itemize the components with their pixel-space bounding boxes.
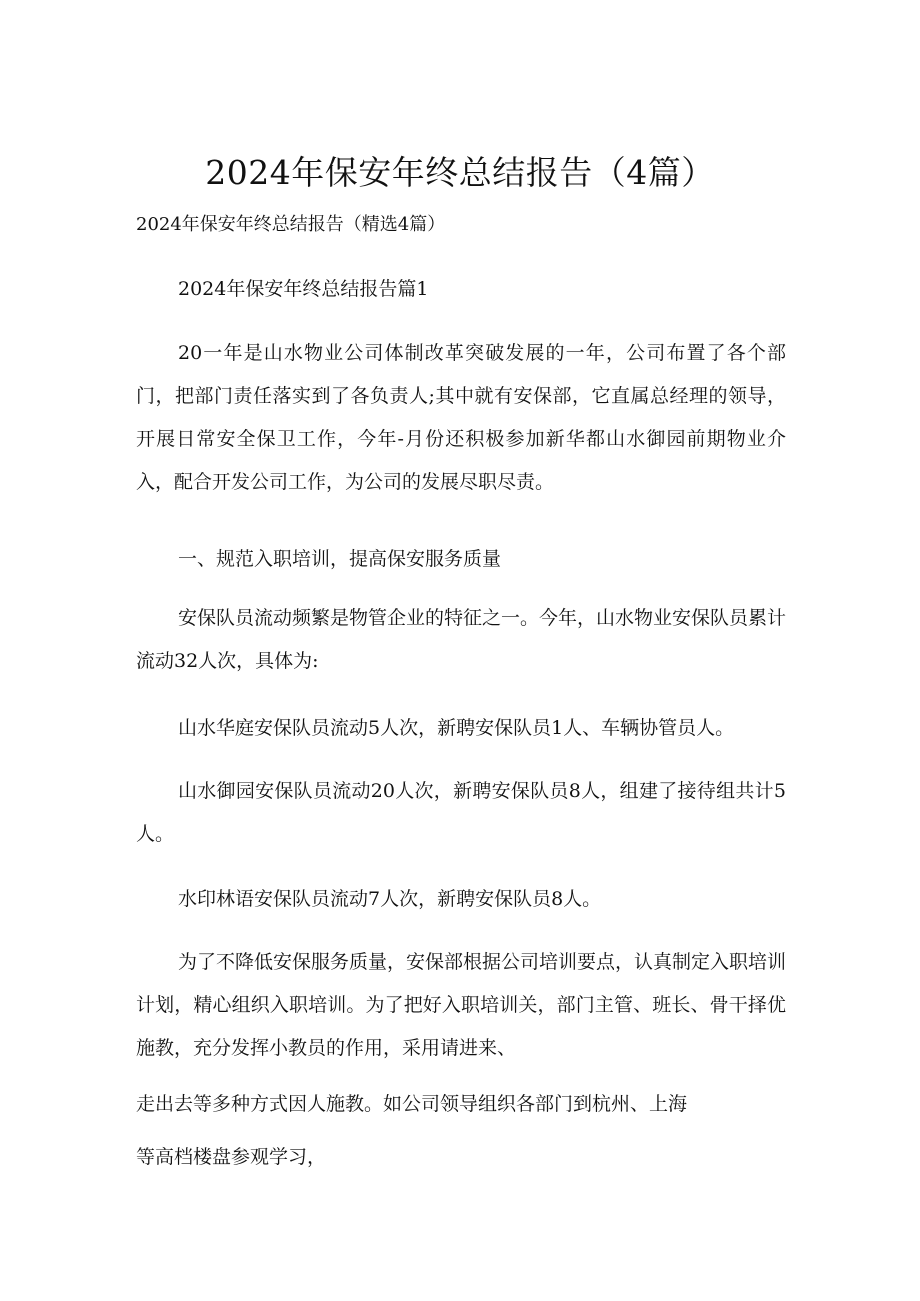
paragraph-shuiyin-linyu: 水印林语安保队员流动7人次，新聘安保队员8人。 <box>178 888 602 910</box>
document-title: 2024年保安年终总结报告（4篇） <box>205 153 715 192</box>
paragraph-shanshui-huating: 山水华庭安保队员流动5人次，新聘安保队员1人、车辆协管员人。 <box>178 717 735 739</box>
paragraph-continuation-line: 走出去等多种方式因人施教。如公司领导组织各部门到杭州、上海 <box>136 1093 688 1115</box>
paragraph-continuation-line: 等高档楼盘参观学习， <box>136 1146 327 1168</box>
section-heading-training: 一、规范入职培训，提高保安服务质量 <box>178 548 502 570</box>
paragraph-staff-turnover: 安保队员流动频繁是物管企业的特征之一。今年，山水物业安保队员累计流动32人次，具体为: <box>136 607 787 672</box>
section-heading-1: 2024年保安年终总结报告篇1 <box>178 278 429 300</box>
document-subtitle: 2024年保安年终总结报告（精选4篇） <box>136 214 446 235</box>
paragraph-intro: 20一年是山水物业公司体制改革突破发展的一年，公司布置了各个部门，把部门责任落实到了各负责人;其中就有安保部，它直属总经理的领导，开展日常安全保卫工作，今年-月份还积极参加新华都山水御园前期物业介入，配合开发公司工作，为公司的发展尽职尽责。 <box>136 342 786 493</box>
paragraph-shanshui-yuyuan: 山水御园安保队员流动20人次，新聘安保队员8人，组建了接待组共计5人。 <box>136 780 786 845</box>
paragraph-training-plan: 为了不降低安保服务质量，安保部根据公司培训要点，认真制定入职培训计划，精心组织入职培训。为了把好入职培训关，部门主管、班长、骨干择优施教，充分发挥小教员的作用，采用请进来、 <box>136 951 787 1059</box>
